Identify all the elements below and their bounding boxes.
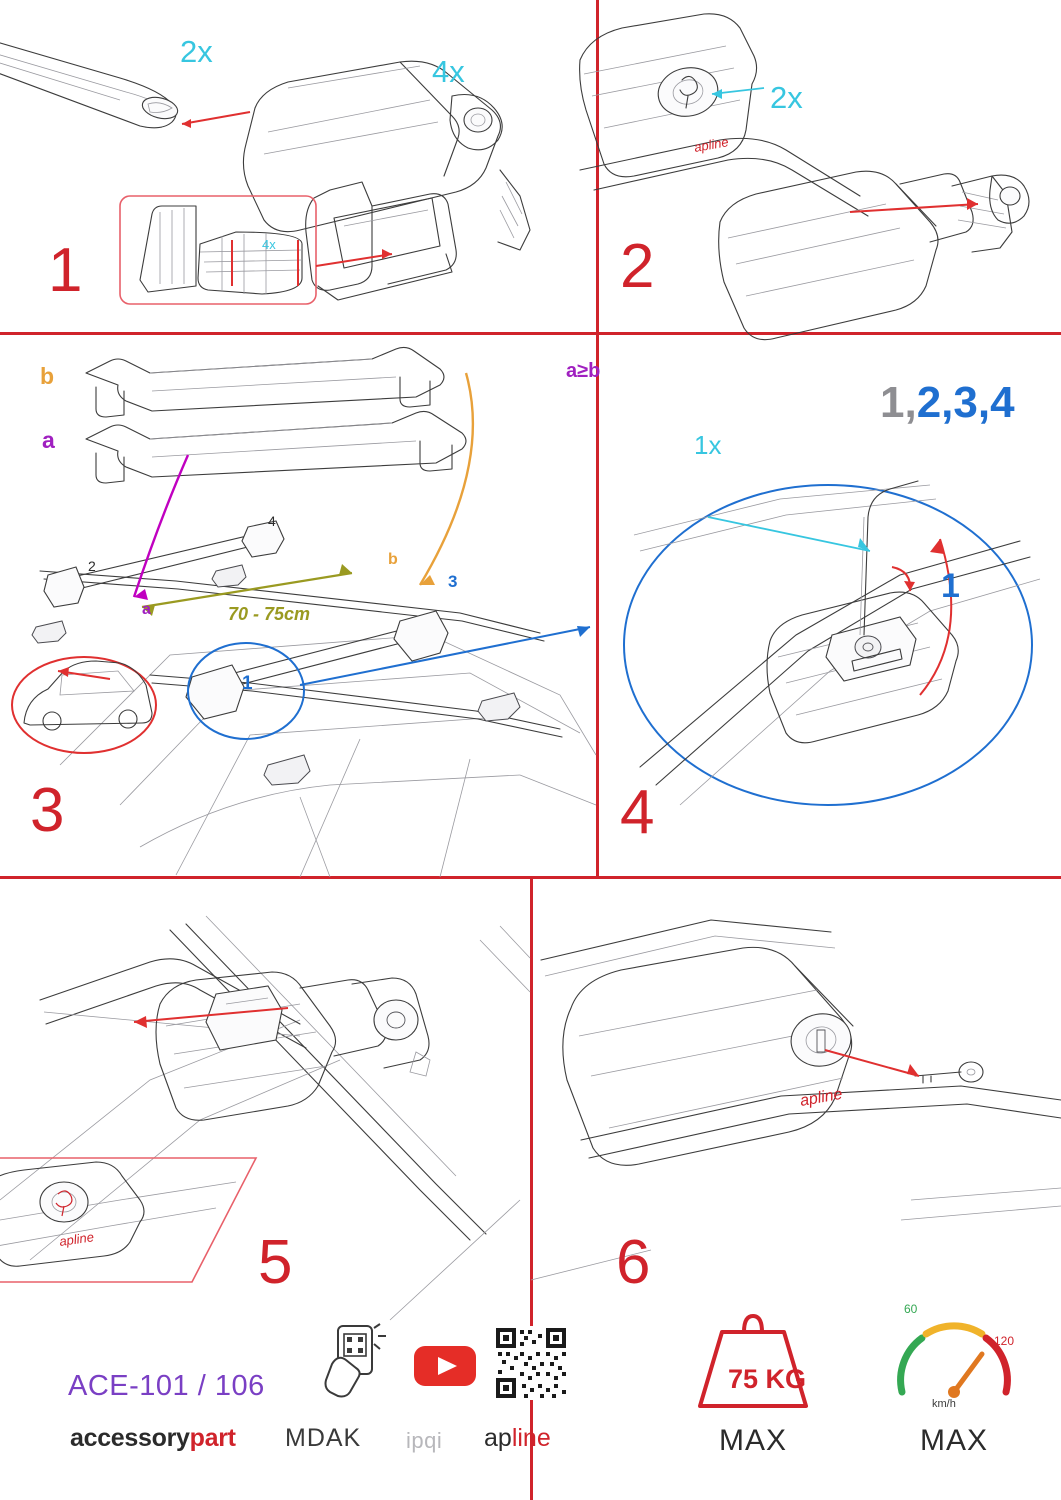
- step-number-5: 5: [258, 1228, 294, 1297]
- phone-qr-scan-icon: [316, 1322, 396, 1402]
- callout-4x-foot: 4x: [432, 54, 465, 89]
- step-number-4: 4: [620, 778, 656, 847]
- label-pos-2: 2: [88, 558, 96, 574]
- label-dim-a: a: [142, 601, 151, 618]
- callout-4x-pad: 4x: [262, 237, 276, 252]
- label-bar-b: b: [40, 363, 55, 389]
- label-dim-b: b: [388, 551, 398, 568]
- gauge-min-label: 60: [904, 1302, 918, 1316]
- product-model: ACE-101 / 106: [68, 1370, 265, 1402]
- label-order-1: 1: [941, 567, 960, 605]
- svg-text:apline: apline: [798, 1085, 844, 1110]
- max-weight-icon: [688, 1306, 818, 1416]
- callout-2x-lock: 2x: [770, 80, 803, 115]
- label-pos-3: 3: [448, 572, 458, 591]
- apline-part-1: ap: [484, 1424, 512, 1452]
- max-weight-label: MAX: [718, 1424, 787, 1457]
- gauge-max-label: 120: [994, 1334, 1015, 1348]
- label-distance: 70 - 75cm: [228, 604, 311, 624]
- step-number-3: 3: [30, 776, 66, 845]
- brand-part-1: accessory: [70, 1424, 190, 1452]
- max-speed-label: MAX: [919, 1424, 988, 1457]
- label-pos-4: 4: [268, 513, 276, 529]
- brand-part-2: part: [189, 1424, 236, 1452]
- step-number-6: 6: [616, 1228, 652, 1297]
- label-order-sequence: [880, 378, 1015, 428]
- sequence-rest: 2,3,4: [916, 378, 1015, 427]
- youtube-icon[interactable]: [412, 1340, 482, 1390]
- brand-accessorypart: [70, 1424, 236, 1453]
- divider-step3-4: [596, 335, 599, 876]
- label-pos-1: 1: [242, 673, 253, 694]
- svg-text:apline: apline: [58, 1229, 95, 1249]
- apline-logo: [484, 1424, 551, 1453]
- label-a-ge-b: a≥b: [566, 360, 601, 382]
- ipqi-logo: ipqi: [406, 1428, 443, 1453]
- qr-code-icon: [494, 1326, 568, 1400]
- label-bar-a: a: [42, 427, 55, 453]
- sequence-first: 1,: [880, 378, 917, 427]
- svg-text:apline: apline: [692, 134, 730, 155]
- callout-2x-bar: 2x: [180, 34, 213, 69]
- max-weight-value: 75 KG: [727, 1364, 807, 1394]
- mdak-logo: MDAK: [285, 1424, 362, 1452]
- step-number-2: 2: [620, 232, 656, 301]
- step-2-illustration: [600, 0, 1060, 332]
- step-1-illustration: [0, 0, 600, 332]
- speed-unit-label: km/h: [932, 1398, 956, 1410]
- callout-1x-tool: 1x: [694, 430, 722, 460]
- step-number-1: 1: [48, 236, 84, 305]
- step-6-illustration: [531, 900, 1061, 1320]
- apline-part-2: line: [511, 1424, 551, 1452]
